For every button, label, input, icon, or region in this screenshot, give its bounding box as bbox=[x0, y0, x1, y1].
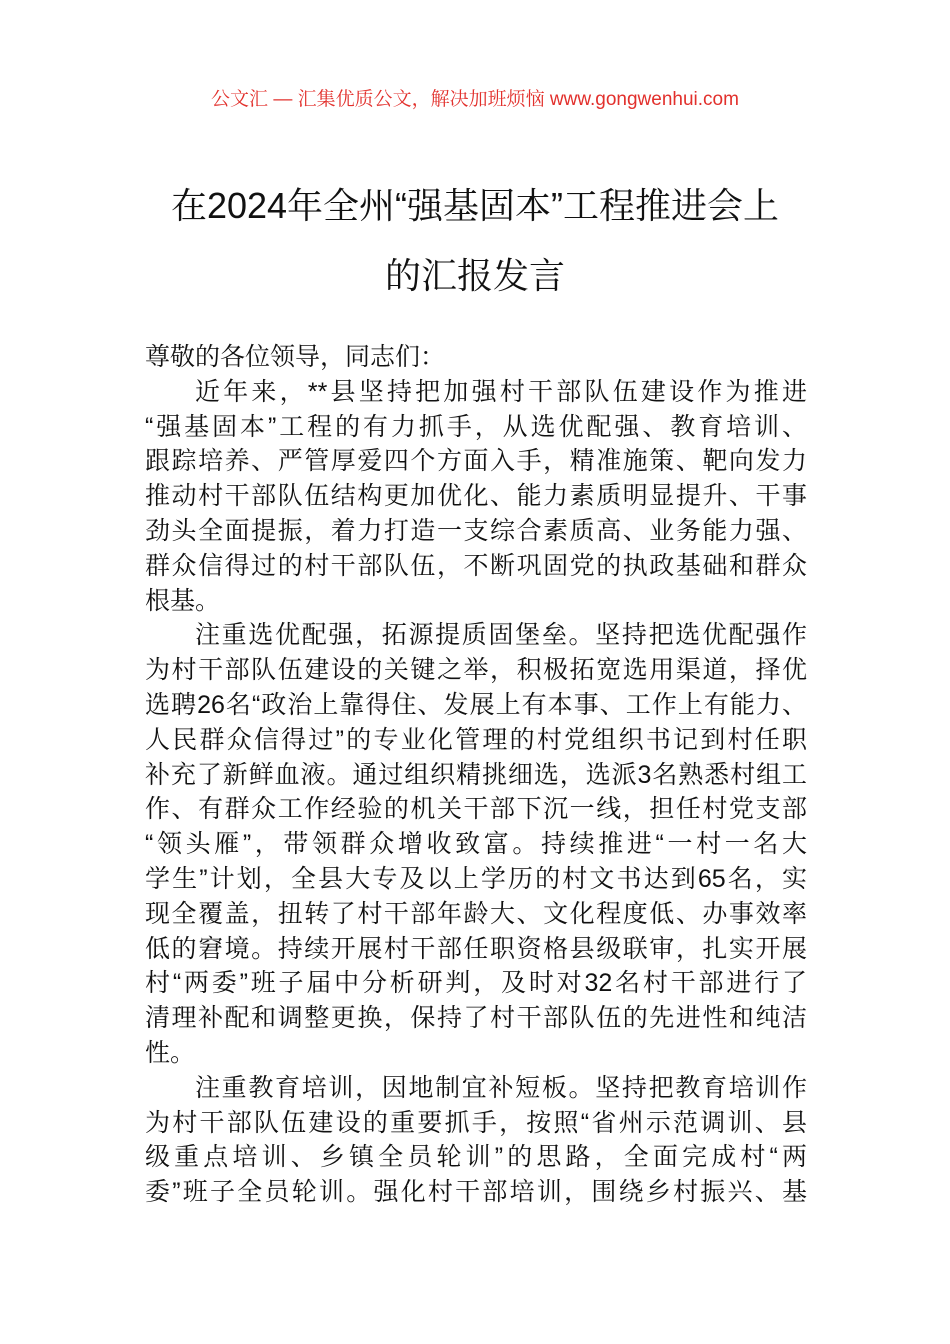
paragraph-line: 清理补配和调整更换，保持了村干部队伍的先进性和纯洁 bbox=[145, 1004, 807, 1033]
paragraph-line: 近年来，**县坚持把加强村干部队伍建设作为推进 bbox=[195, 377, 807, 406]
paragraph-line: 劲头全面提振，着力打造一支综合素质高、业务能力强、 bbox=[145, 516, 807, 545]
paragraph-line: 推动村干部队伍结构更加优化、能力素质明显提升、干事 bbox=[145, 482, 807, 511]
paragraph-line: 注重教育培训，因地制宜补短板。坚持把教育培训作 bbox=[195, 1073, 807, 1102]
paragraph-line: 跟踪培养、严管厚爱四个方面入手，精准施策、靶向发力 bbox=[145, 447, 807, 476]
paragraph-line: 低的窘境。持续开展村干部任职资格县级联审，扎实开展 bbox=[145, 934, 807, 963]
paragraph bbox=[145, 618, 807, 1070]
paragraph-line: 级重点培训、乡镇全员轮训”的思路，全面完成村“两 bbox=[145, 1143, 807, 1172]
paragraph-line: 性。 bbox=[145, 1038, 196, 1067]
paragraph-line: 注重选优配强，拓源提质固堡垒。坚持把选优配强作 bbox=[195, 621, 807, 650]
document-title-line-2: 的汇报发言 bbox=[384, 255, 565, 296]
paragraph-line: 现全覆盖，扭转了村干部年龄大、文化程度低、办事效率 bbox=[145, 899, 807, 928]
paragraph-line: 为村干部队伍建设的关键之举，积极拓宽选用渠道，择优 bbox=[145, 656, 807, 685]
paragraph-line: 委”班子全员轮训。强化村干部培训，围绕乡村振兴、基 bbox=[145, 1178, 807, 1207]
document-title-line-1: 在2024年全州“强基固本”工程推进会上 bbox=[170, 185, 780, 226]
paragraph-line: 补充了新鲜血液。通过组织精挑细选，选派3名熟悉村组工 bbox=[145, 760, 807, 789]
paragraph-line: 作、有群众工作经验的机关干部下沉一线，担任村党支部 bbox=[145, 795, 807, 824]
paragraph-line: “领头雁”，带领群众增收致富。持续推进“一村一名大 bbox=[145, 830, 807, 859]
paragraph bbox=[145, 1071, 807, 1210]
paragraph-line: 学生”计划，全县大专及以上学历的村文书达到65名，实 bbox=[145, 864, 807, 893]
paragraph-line: 选聘26名“政治上靠得住、发展上有本事、工作上有能力、 bbox=[145, 690, 807, 719]
greeting: 尊敬的各位领导，同志们： bbox=[145, 343, 446, 371]
paragraph bbox=[145, 375, 807, 619]
watermark-banner: 公文汇 — 汇集优质公文，解决加班烦恼 www.gongwenhui.com bbox=[211, 89, 739, 110]
paragraph-line: “强基固本”工程的有力抓手，从选优配强、教育培训、 bbox=[145, 412, 807, 441]
paragraph-line: 为村干部队伍建设的重要抓手，按照“省州示范调训、县 bbox=[145, 1108, 807, 1137]
paragraph-line: 根基。 bbox=[145, 586, 221, 615]
document-body bbox=[145, 340, 807, 1210]
paragraph-line: 人民群众信得过”的专业化管理的村党组织书记到村任职 bbox=[145, 725, 807, 754]
paragraph-line: 群众信得过的村干部队伍，不断巩固党的执政基础和群众 bbox=[145, 551, 807, 580]
paragraph-line: 村“两委”班子届中分析研判，及时对32名村干部进行了 bbox=[145, 969, 807, 998]
